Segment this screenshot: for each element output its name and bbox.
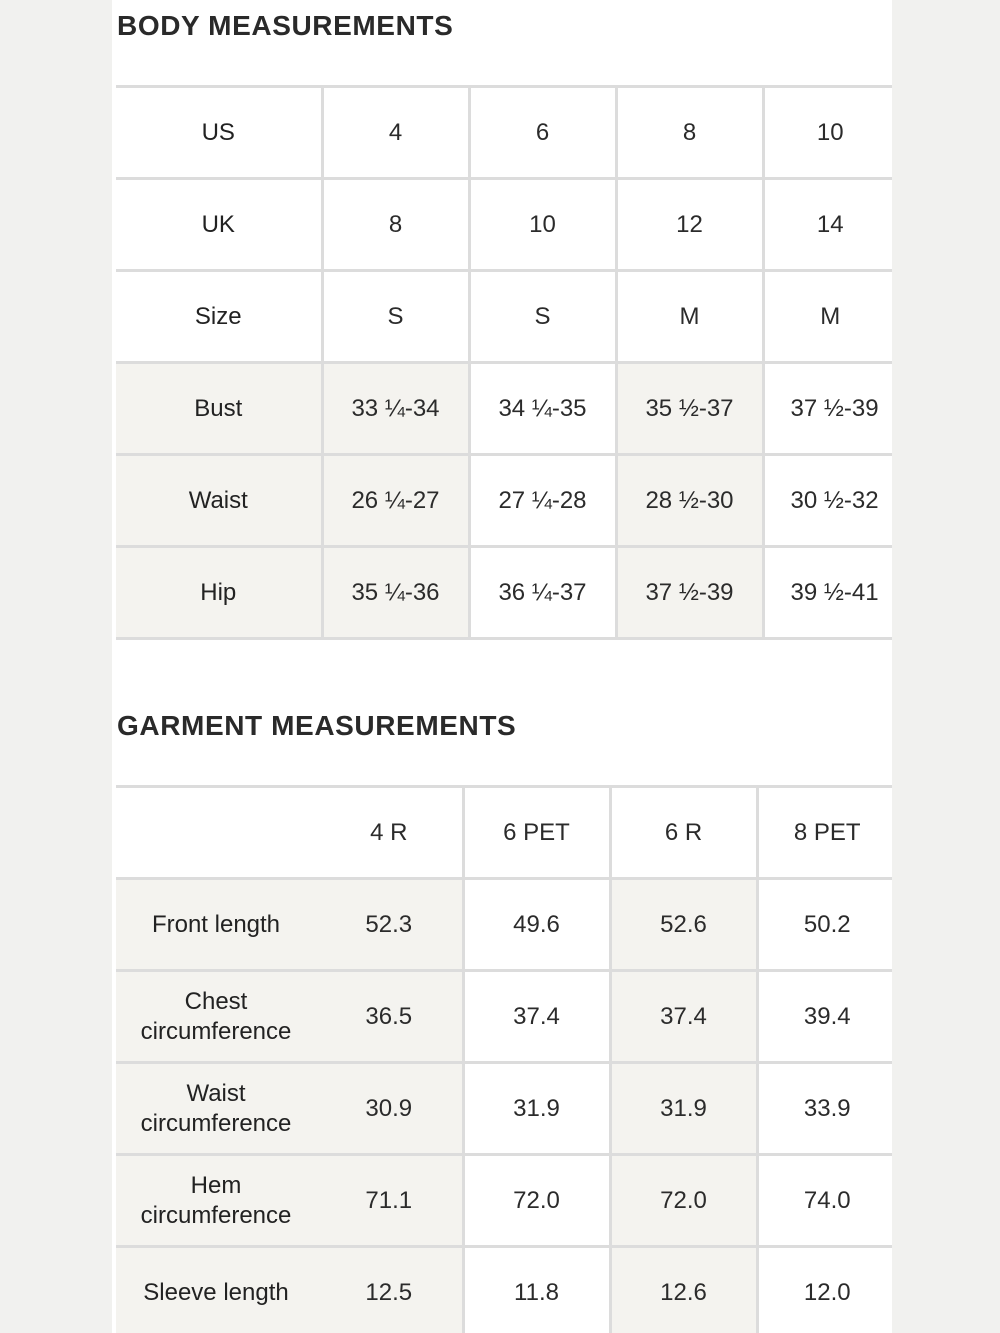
table-cell: 39.4	[757, 971, 892, 1063]
table-row-hip	[116, 547, 892, 639]
table-cell: S	[322, 271, 469, 363]
row-label-uk: UK	[116, 179, 322, 271]
table-row-sleeve-length	[116, 1247, 892, 1333]
column-header-4r: 4 R	[316, 787, 463, 879]
table-cell: 12.6	[610, 1247, 757, 1333]
row-label-hip: Hip	[116, 547, 322, 639]
table-cell: 30.9	[316, 1063, 463, 1155]
table-cell: 31.9	[463, 1063, 610, 1155]
table-cell: 8	[616, 87, 763, 179]
table-cell: 34 ¼-35	[469, 363, 616, 455]
table-header-row	[116, 787, 892, 879]
table-cell: 28 ½-30	[616, 455, 763, 547]
table-cell: 27 ¼-28	[469, 455, 616, 547]
table-cell: 4	[322, 87, 469, 179]
table-cell: 71.1	[316, 1155, 463, 1247]
row-label-waist-circumference: Waist circumference	[116, 1063, 316, 1155]
table-cell: 33.9	[757, 1063, 892, 1155]
table-cell: S	[469, 271, 616, 363]
row-label-chest-circumference: Chest circumference	[116, 971, 316, 1063]
table-cell: 37 ½-39	[763, 363, 892, 455]
table-cell: 30 ½-32	[763, 455, 892, 547]
table-cell: 50.2	[757, 879, 892, 971]
table-row-waist-circumference	[116, 1063, 892, 1155]
table-cell: 12	[616, 179, 763, 271]
table-cell: 35 ½-37	[616, 363, 763, 455]
table-row-hem-circumference	[116, 1155, 892, 1247]
table-row-chest-circumference	[116, 971, 892, 1063]
table-row-front-length	[116, 879, 892, 971]
column-header-8pet: 8 PET	[757, 787, 892, 879]
table-cell: 31.9	[610, 1063, 757, 1155]
row-label-waist: Waist	[116, 455, 322, 547]
table-cell: 37.4	[610, 971, 757, 1063]
table-cell: 11.8	[463, 1247, 610, 1333]
row-label-size: Size	[116, 271, 322, 363]
garment-measurements-title: GARMENT MEASUREMENTS	[117, 710, 517, 741]
table-cell: 33 ¼-34	[322, 363, 469, 455]
table-cell: 12.0	[757, 1247, 892, 1333]
table-cell: 10	[469, 179, 616, 271]
table-row-size	[116, 271, 892, 363]
row-label-us: US	[116, 87, 322, 179]
column-header-empty	[116, 787, 316, 879]
table-cell: 72.0	[463, 1155, 610, 1247]
table-cell: 37 ½-39	[616, 547, 763, 639]
table-row-uk	[116, 179, 892, 271]
row-label-hem-circumference: Hem circumference	[116, 1155, 316, 1247]
table-cell: M	[616, 271, 763, 363]
table-cell: 26 ¼-27	[322, 455, 469, 547]
column-header-6r: 6 R	[610, 787, 757, 879]
row-label-front-length: Front length	[116, 879, 316, 971]
table-row-bust	[116, 363, 892, 455]
table-cell: 39 ½-41	[763, 547, 892, 639]
body-measurements-table	[116, 85, 892, 640]
body-measurements-title: BODY MEASUREMENTS	[117, 10, 454, 41]
table-cell: 52.6	[610, 879, 757, 971]
table-cell: 6	[469, 87, 616, 179]
garment-measurements-table	[116, 785, 892, 1333]
table-cell: 36 ¼-37	[469, 547, 616, 639]
row-label-sleeve-length: Sleeve length	[116, 1247, 316, 1333]
column-header-6pet: 6 PET	[463, 787, 610, 879]
row-label-bust: Bust	[116, 363, 322, 455]
table-cell: 74.0	[757, 1155, 892, 1247]
table-cell: 12.5	[316, 1247, 463, 1333]
size-chart-page	[112, 0, 892, 1333]
table-cell: 72.0	[610, 1155, 757, 1247]
table-row-us	[116, 87, 892, 179]
table-row-waist	[116, 455, 892, 547]
table-cell: 49.6	[463, 879, 610, 971]
table-cell: 14	[763, 179, 892, 271]
table-cell: 52.3	[316, 879, 463, 971]
table-cell: 8	[322, 179, 469, 271]
table-cell: 10	[763, 87, 892, 179]
table-cell: 35 ¼-36	[322, 547, 469, 639]
table-cell: 37.4	[463, 971, 610, 1063]
table-cell: 36.5	[316, 971, 463, 1063]
table-cell: M	[763, 271, 892, 363]
